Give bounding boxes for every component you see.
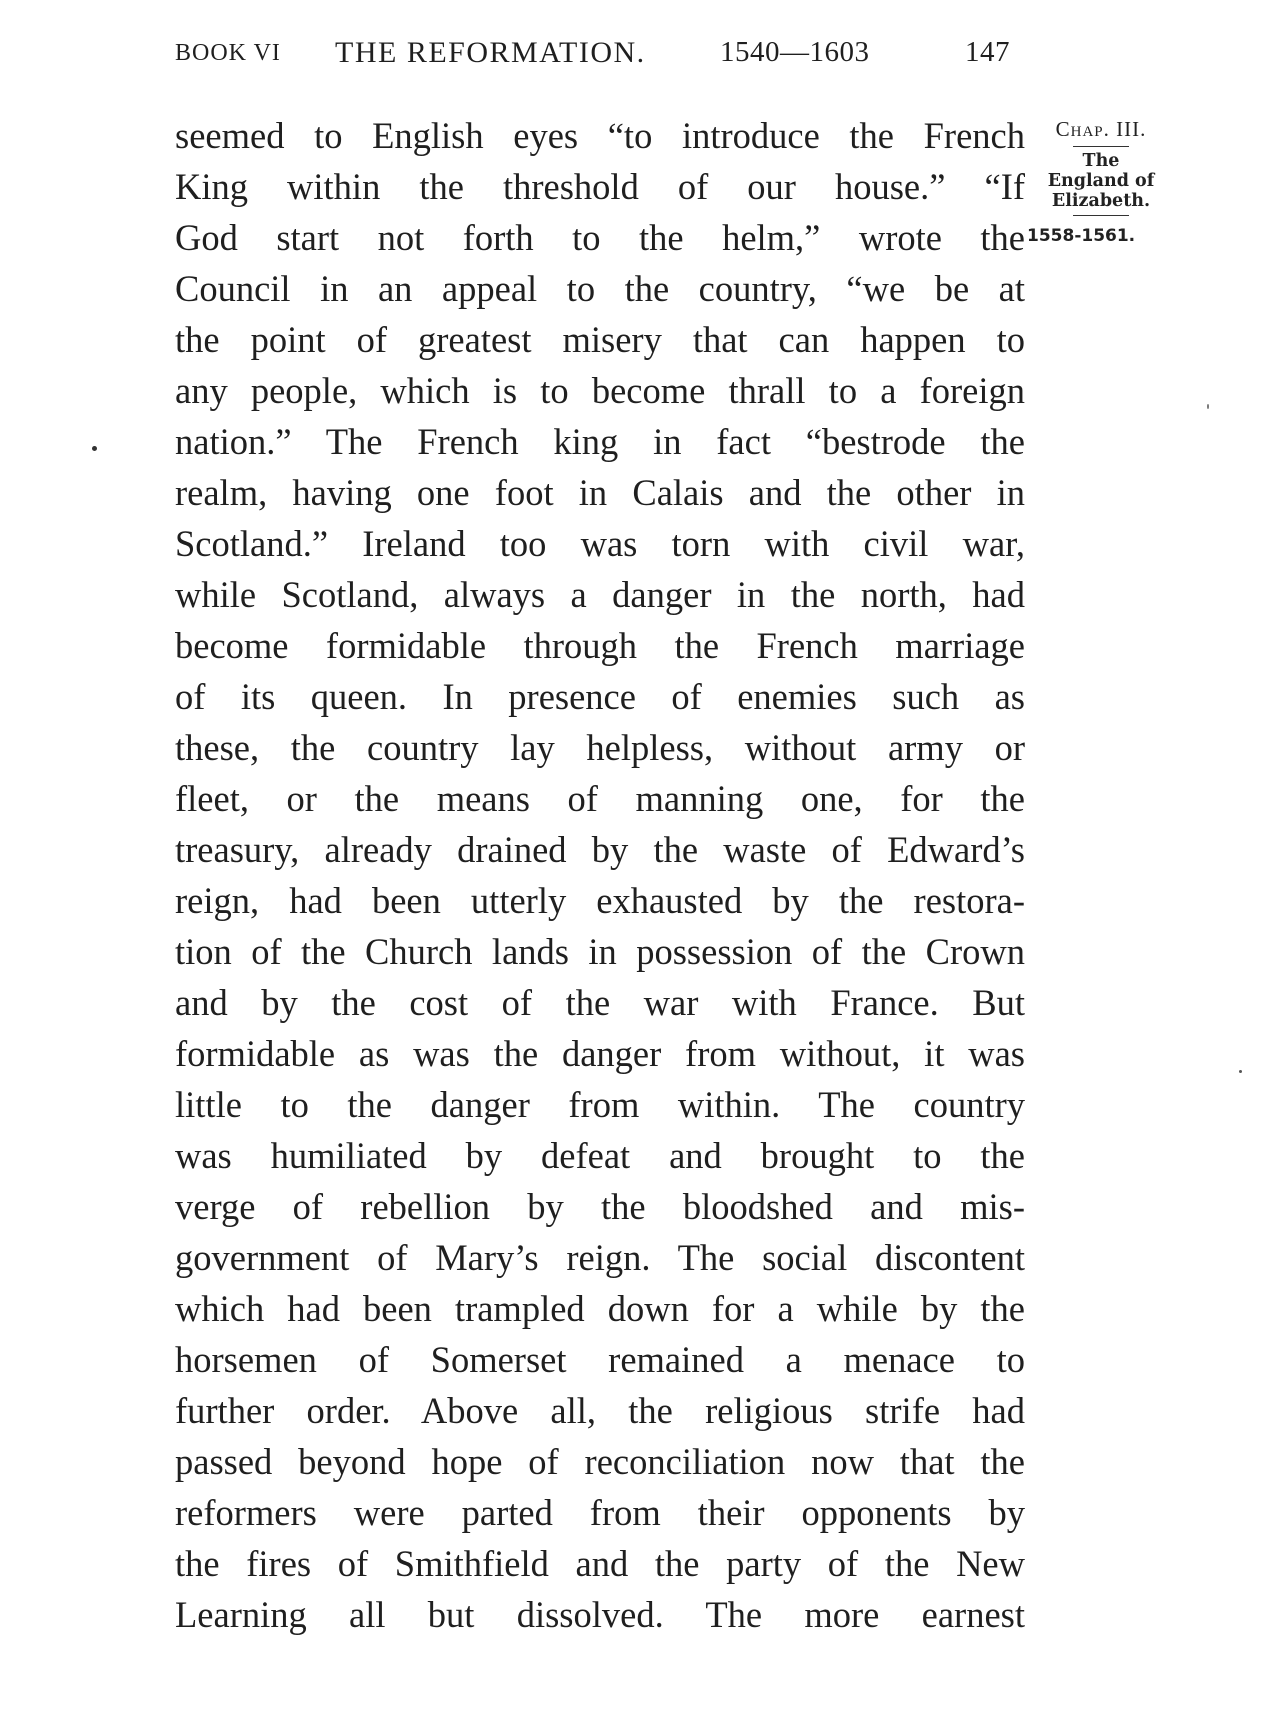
body-line: Learning all but dissolved. The more earnest (175, 1594, 1025, 1635)
body-line: verge of rebellion by the bloodshed and mis- (175, 1186, 1025, 1227)
body-line: treasury, already drained by the waste of Edward’s (175, 829, 1025, 870)
body-line: further order. Above all, the religious strife had (175, 1390, 1025, 1431)
body-line: of its queen. In presence of enemies such as (175, 676, 1025, 717)
margin-note-topic-line: The (1082, 151, 1120, 171)
body-line: tion of the Church lands in possession of the Crown (175, 931, 1025, 972)
body-line: and by the cost of the war with France. But (175, 982, 1025, 1023)
body-line: government of Mary’s reign. The social discontent (175, 1237, 1025, 1278)
body-line: Council in an appeal to the country, “we be at (175, 268, 1025, 309)
margin-note-years: 1558-1561. (1027, 226, 1136, 246)
body-line: passed beyond hope of reconciliation now that the (175, 1441, 1025, 1482)
body-line: King within the threshold of our house.” “If (175, 166, 1025, 207)
scan-speck (1239, 1070, 1242, 1073)
body-line: horsemen of Somerset remained a menace to (175, 1339, 1025, 1380)
body-line: any people, which is to become thrall to a foreign (175, 370, 1025, 411)
body-line: become formidable through the French marriage (175, 625, 1025, 666)
body-line: reign, had been utterly exhausted by the restora- (175, 880, 1025, 921)
body-line: was humiliated by defeat and brought to the (175, 1135, 1025, 1176)
scan-speck (92, 446, 97, 451)
scan-speck (1207, 404, 1209, 409)
body-line: the point of greatest misery that can happen to (175, 319, 1025, 360)
body-line: formidable as was the danger from without, it was (175, 1033, 1025, 1074)
body-line: while Scotland, always a danger in the north, had (175, 574, 1025, 615)
margin-note-topic (1022, 147, 1180, 215)
body-line: the fires of Smithfield and the party of the New (175, 1543, 1025, 1584)
margin-note-topic-line: Elizabeth. (1051, 191, 1151, 211)
body-line: fleet, or the means of manning one, for the (175, 778, 1025, 819)
running-head (175, 36, 1023, 76)
body-line: realm, having one foot in Calais and the other in (175, 472, 1025, 513)
body-line: seemed to English eyes “to introduce the French (175, 115, 1025, 156)
running-head-dates: 1540—1603 (720, 36, 870, 68)
body-line: God start not forth to the helm,” wrote the (175, 217, 1025, 258)
body-line: which had been trampled down for a while by the (175, 1288, 1025, 1329)
body-line: these, the country lay helpless, without army or (175, 727, 1025, 768)
body-line: nation.” The French king in fact “bestrode the (175, 421, 1025, 462)
body-line: Scotland.” Ireland too was torn with civil war, (175, 523, 1025, 564)
body-text (175, 110, 1025, 1640)
page-number: 147 (965, 36, 1010, 68)
margin-note-chapter: Chap. III. (1055, 117, 1147, 141)
running-head-title: THE REFORMATION. (335, 36, 646, 69)
margin-note-topic-line: England of (1047, 171, 1155, 191)
body-line: reformers were parted from their opponents by (175, 1492, 1025, 1533)
running-head-book: BOOK VI (175, 40, 281, 66)
margin-note (1022, 112, 1180, 246)
body-line: little to the danger from within. The country (175, 1084, 1025, 1125)
